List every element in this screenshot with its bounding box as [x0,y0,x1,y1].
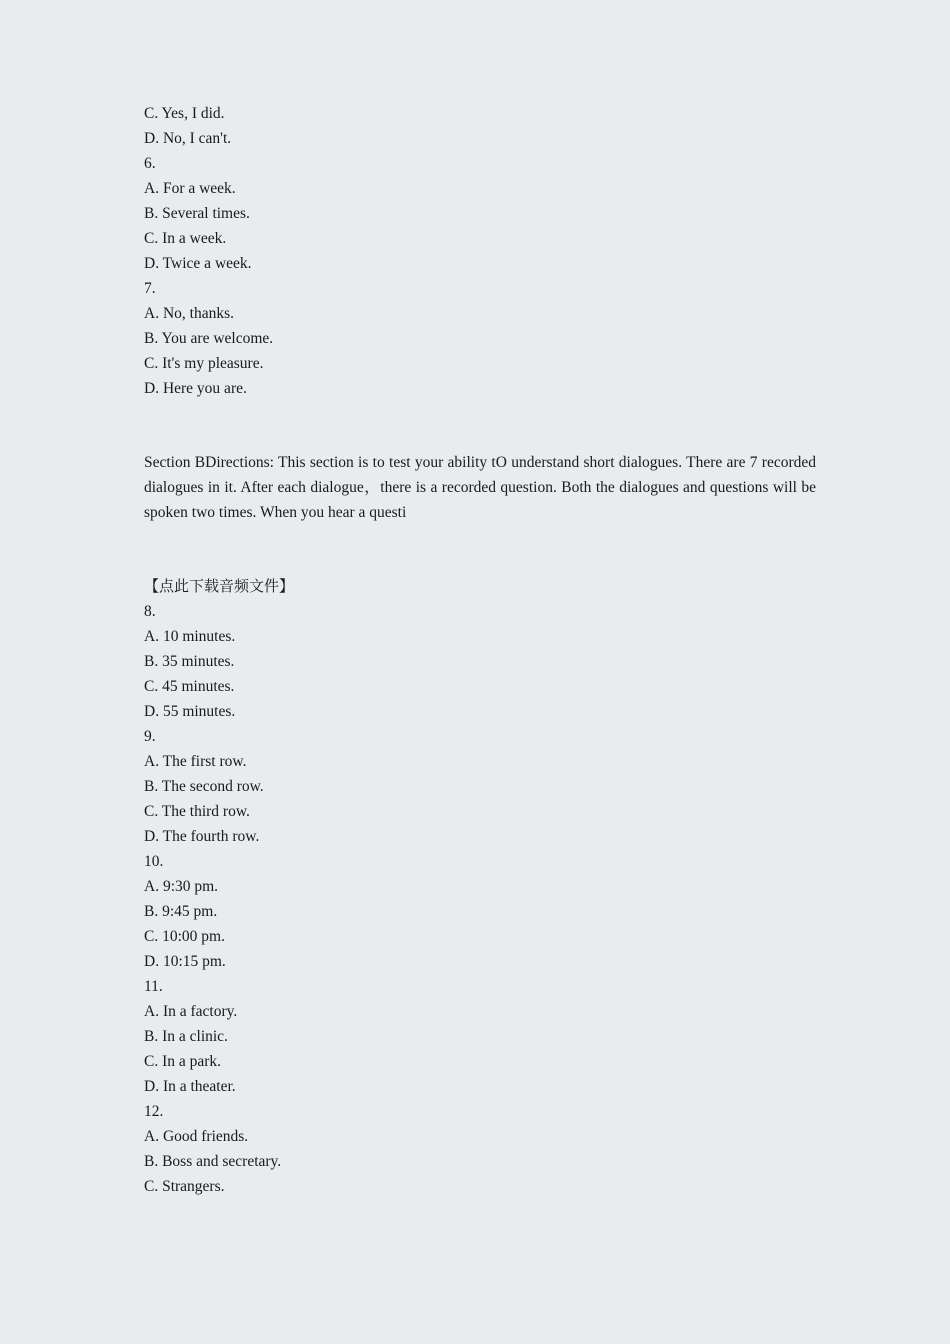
option-7b: B. You are welcome. [144,330,274,347]
option-10b: B. 9:45 pm. [144,903,218,920]
option-9b: B. The second row. [144,778,264,795]
option-11c: C. In a park. [144,1053,222,1070]
question-number-11: 11. [144,978,163,995]
option-7c: C. It's my pleasure. [144,355,264,372]
option-12c: C. Strangers. [144,1178,225,1195]
section-b-directions: Section BDirections: This section is to test your ability tO understand short dialogues. There are 7 recorded dialogues in it. After each dialogue，there is a recorded question. Both the dialogues and questions will be spoken two times. When you hear a questi [144,454,816,521]
option-8a: A. 10 minutes. [144,628,236,645]
option-9d: D. The fourth row. [144,828,260,845]
option-6b: B. Several times. [144,205,250,222]
question-number-7: 7. [144,280,156,297]
option-10d: D. 10:15 pm. [144,953,226,970]
option-10a: A. 9:30 pm. [144,878,219,895]
option-12b: B. Boss and secretary. [144,1153,282,1170]
option-8c: C. 45 minutes. [144,678,235,695]
option-5c: C. Yes, I did. [144,105,225,122]
option-6a: A. For a week. [144,180,236,197]
option-11a: A. In a factory. [144,1003,238,1020]
question-number-10: 10. [144,853,164,870]
option-10c: C. 10:00 pm. [144,928,225,945]
option-11d: D. In a theater. [144,1078,236,1095]
question-block-5-7 [144,101,816,401]
option-9c: C. The third row. [144,803,250,820]
option-8b: B. 35 minutes. [144,653,235,670]
option-12a: A. Good friends. [144,1128,249,1145]
question-block-8-12 [144,599,816,1199]
question-number-6: 6. [144,155,156,172]
option-7a: A. No, thanks. [144,305,234,322]
option-6c: C. In a week. [144,230,227,247]
document-page [144,101,816,1199]
audio-download-link[interactable]: 【点此下载音频文件】 [144,577,295,595]
option-7d: D. Here you are. [144,380,247,397]
question-number-9: 9. [144,728,156,745]
question-number-8: 8. [144,603,156,620]
option-5d: D. No, I can't. [144,130,232,147]
option-9a: A. The first row. [144,753,247,770]
option-11b: B. In a clinic. [144,1028,228,1045]
question-number-12: 12. [144,1103,164,1120]
option-8d: D. 55 minutes. [144,703,236,720]
option-6d: D. Twice a week. [144,255,252,272]
